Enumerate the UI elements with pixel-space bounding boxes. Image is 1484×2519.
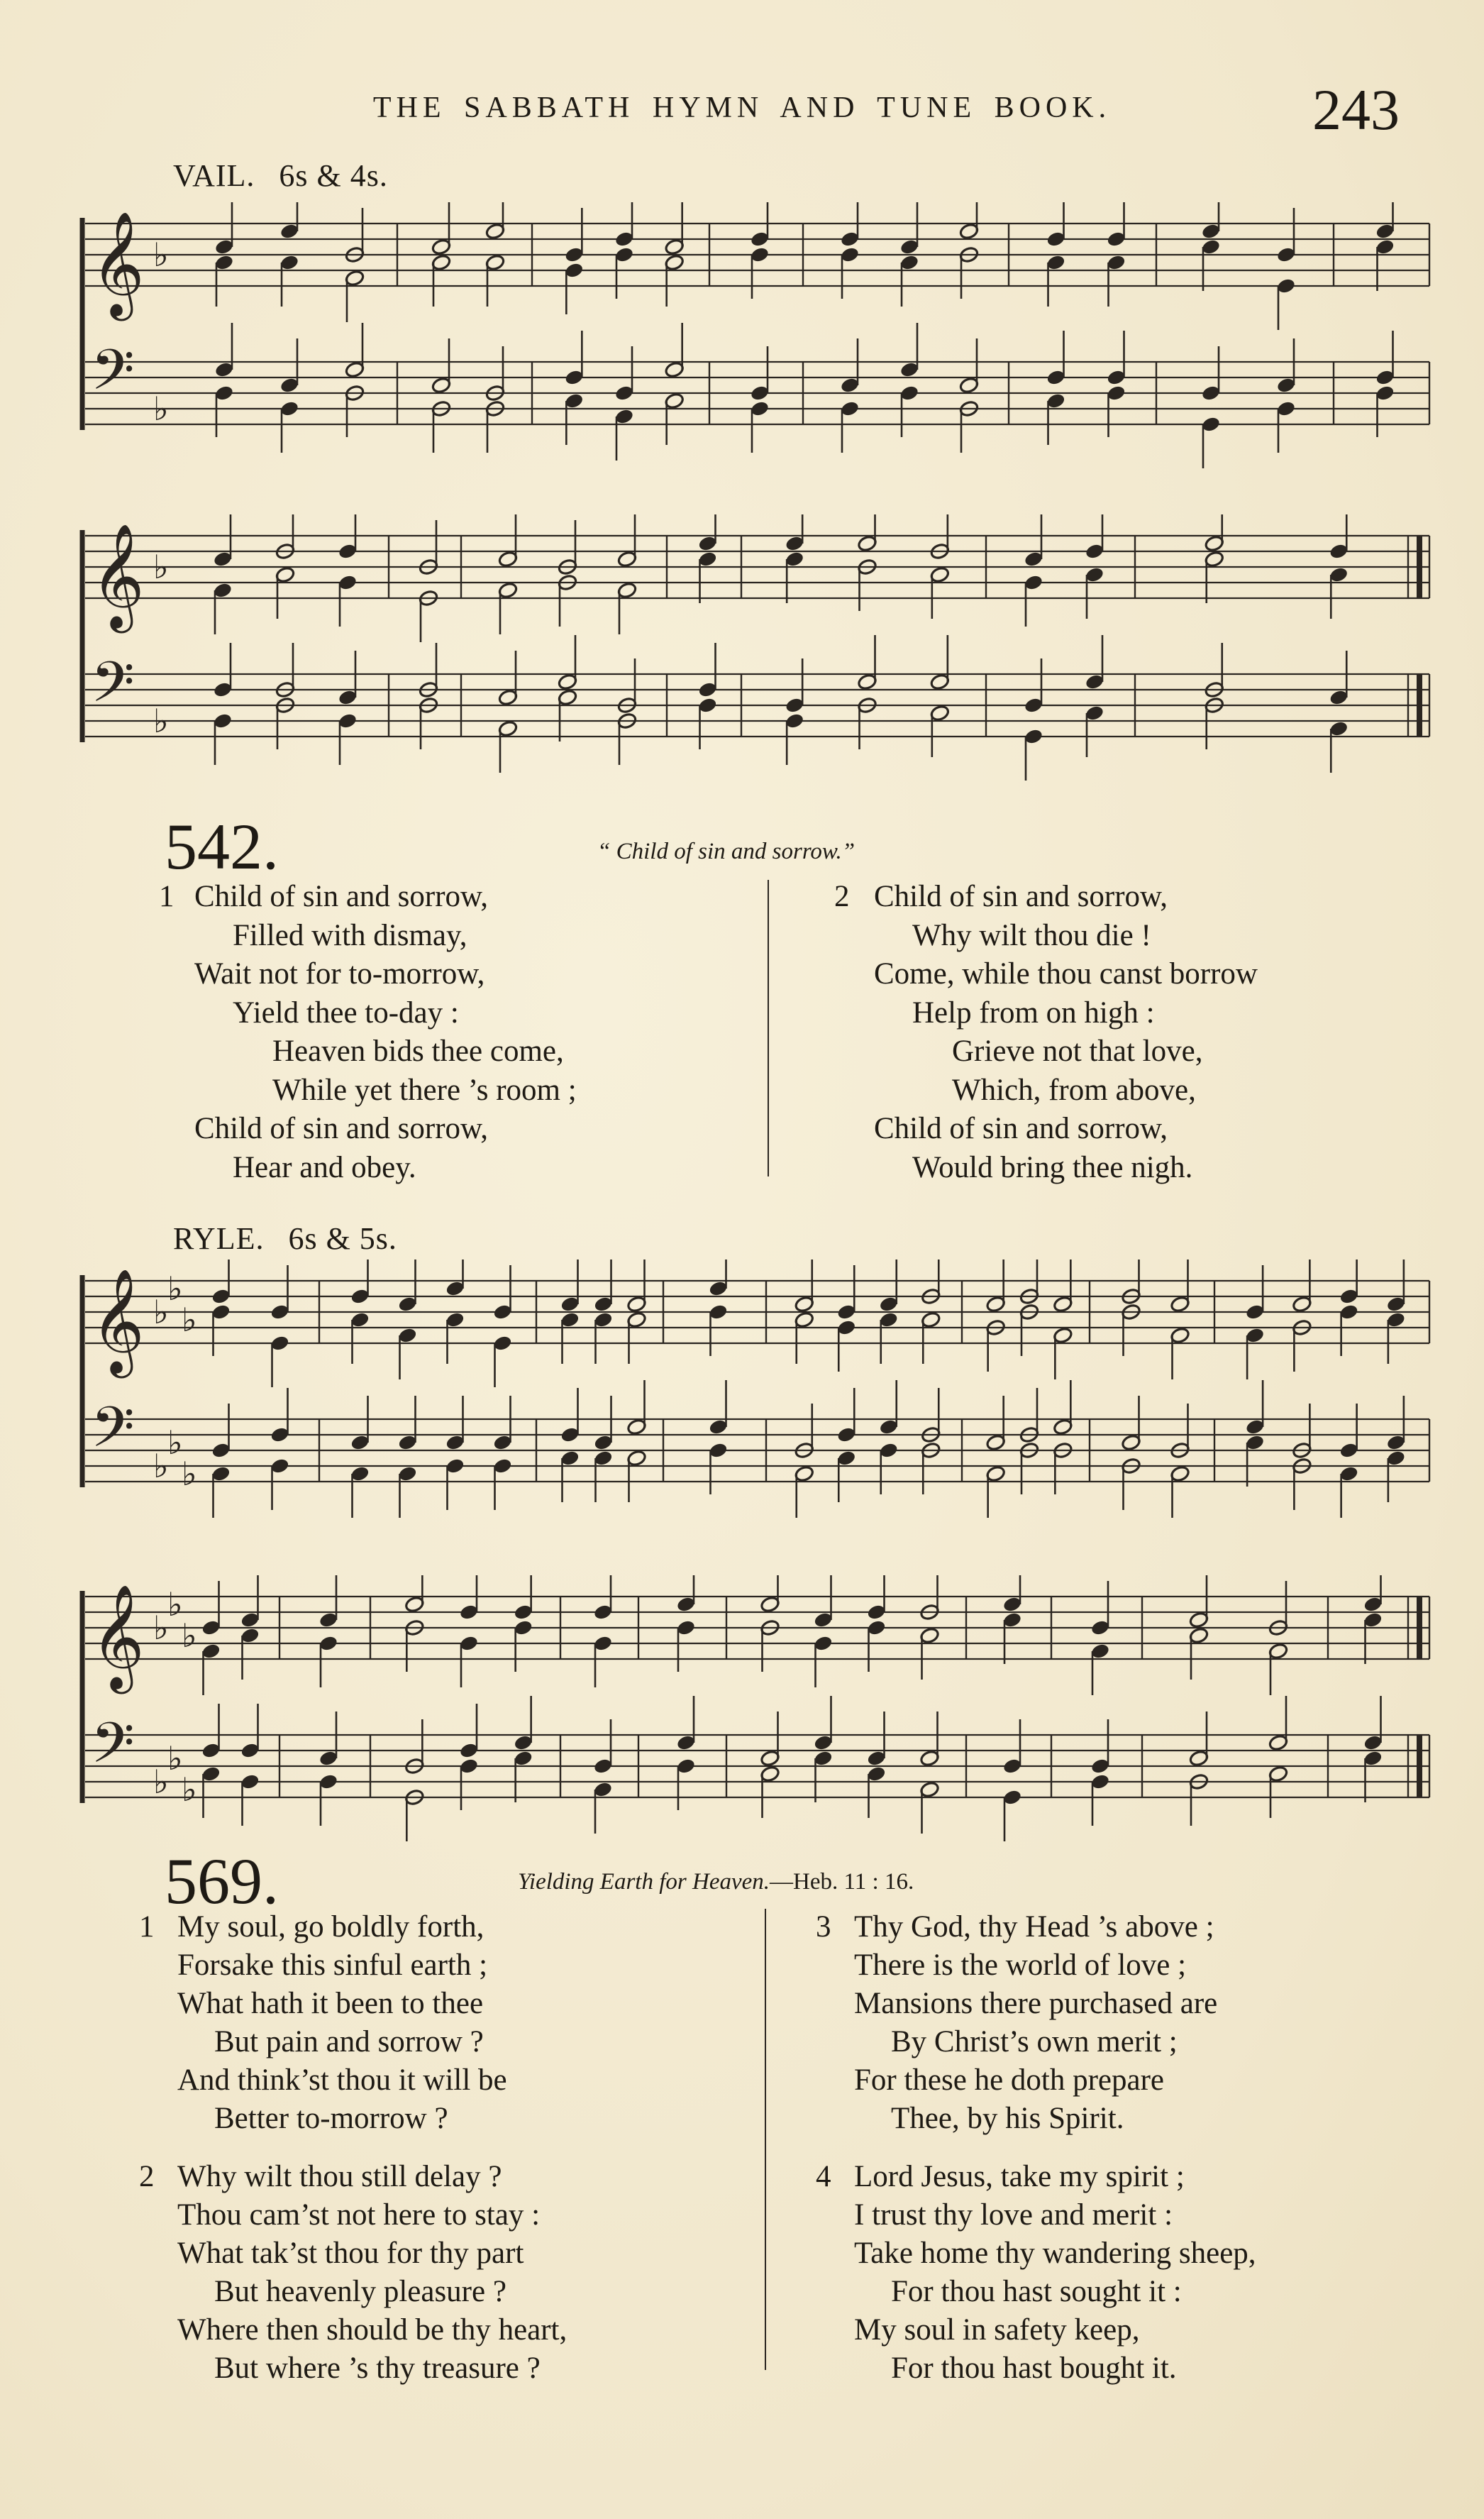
flat-icon: ♭ — [182, 1616, 197, 1655]
score-system-ryle-1 — [0, 1260, 1484, 1543]
verse-line: Thou cam’st not here to stay : — [177, 2198, 541, 2232]
verse-line: But where ’s thy treasure ? — [214, 2352, 541, 2385]
flat-icon: ♭ — [153, 1609, 169, 1647]
verse-line: Help from on high : — [912, 996, 1155, 1030]
flat-icon: ♭ — [153, 548, 169, 586]
treble-clef-icon: 𝄞 — [91, 211, 145, 316]
verse-line: I trust thy love and merit : — [854, 2198, 1173, 2232]
flat-icon: ♭ — [167, 1423, 183, 1462]
flat-icon: ♭ — [153, 236, 169, 274]
running-title: THE SABBATH HYMN AND TUNE BOOK. — [372, 92, 1112, 124]
verse-line: Lord Jesus, take my spirit ; — [854, 2160, 1185, 2193]
verse-line: And think’st thou it will be — [177, 2063, 507, 2097]
verse-line: Child of sin and sorrow, — [194, 880, 489, 913]
verse-line: Why wilt thou still delay ? — [177, 2160, 502, 2193]
stanza-number: 1 — [139, 1910, 155, 1944]
verse-line: Heaven bids thee come, — [272, 1035, 564, 1068]
bass-clef-icon: 𝄢 — [91, 649, 135, 729]
verse-line: For thou hast sought it : — [891, 2275, 1182, 2308]
column-divider — [768, 880, 769, 1176]
stanza-number: 2 — [139, 2160, 155, 2193]
flat-icon: ♭ — [153, 1763, 169, 1801]
verse-line: By Christ’s own merit ; — [891, 2025, 1178, 2058]
flat-icon: ♭ — [167, 1585, 183, 1624]
verse-line: But heavenly pleasure ? — [214, 2275, 506, 2308]
flat-icon: ♭ — [167, 1269, 183, 1308]
verse-line: Mansions there purchased are — [854, 1987, 1218, 2020]
verse-line: My soul in safety keep, — [854, 2313, 1140, 2347]
verse-line: Child of sin and sorrow, — [874, 1112, 1168, 1145]
tune-heading-vail — [173, 158, 388, 194]
column-divider — [765, 1909, 766, 2370]
stanza-number: 1 — [159, 880, 175, 913]
verse-line: There is the world of love ; — [854, 1948, 1187, 1982]
verse-line: Thy God, thy Head ’s above ; — [854, 1910, 1214, 1944]
verse-line: Forsake this sinful earth ; — [177, 1948, 488, 1982]
subtitle-reference: —Heb. 11 : 16. — [770, 1869, 914, 1895]
verse-line: Come, while thou canst borrow — [874, 957, 1258, 991]
score-system-vail-2 — [0, 514, 1484, 798]
subtitle-title: Yielding Earth for Heaven. — [518, 1869, 770, 1895]
verse-line: What tak’st thou for thy part — [177, 2237, 524, 2270]
flat-icon: ♭ — [167, 1739, 183, 1777]
verse-line: Why wilt thou die ! — [912, 918, 1151, 952]
verse-line: Would bring thee nigh. — [912, 1150, 1193, 1184]
verse-line: Better to-morrow ? — [214, 2102, 448, 2135]
flat-icon: ♭ — [153, 390, 169, 428]
verse-line: Yield thee to-day : — [233, 996, 459, 1030]
treble-clef-icon: 𝄞 — [91, 523, 145, 629]
verse-line: Thee, by his Spirit. — [891, 2102, 1124, 2135]
bass-clef-icon: 𝄢 — [91, 1394, 135, 1474]
verse-line: My soul, go boldly forth, — [177, 1910, 484, 1944]
verse-line: Child of sin and sorrow, — [874, 880, 1168, 913]
tune-meter: 6s & 5s. — [288, 1221, 397, 1256]
verse-line: For these he doth prepare — [854, 2063, 1165, 2097]
page-number: 243 — [1312, 77, 1400, 142]
verse-line: Hear and obey. — [233, 1150, 416, 1184]
verse-line: But pain and sorrow ? — [214, 2025, 484, 2058]
flat-icon: ♭ — [182, 1301, 197, 1339]
verse-line: Filled with dismay, — [233, 918, 467, 952]
verse-line: Which, from above, — [952, 1073, 1196, 1107]
verse-line: For thou hast bought it. — [891, 2352, 1177, 2385]
tune-heading-ryle — [173, 1220, 397, 1257]
bass-clef-icon: 𝄢 — [91, 337, 135, 417]
hymn-number-569: 569. — [165, 1845, 279, 1917]
tune-meter: 6s & 4s. — [279, 158, 388, 193]
tune-name: RYLE. — [173, 1221, 265, 1256]
bass-clef-icon: 𝄢 — [91, 1710, 135, 1790]
flat-icon: ♭ — [153, 1293, 169, 1331]
score-system-ryle-2 — [0, 1575, 1484, 1859]
verse-line: Grieve not that love, — [952, 1035, 1203, 1068]
flat-icon: ♭ — [182, 1455, 197, 1493]
flat-icon: ♭ — [182, 1770, 197, 1809]
verse-line: Where then should be thy heart, — [177, 2313, 567, 2347]
stanza-number: 2 — [834, 880, 850, 913]
tune-name: VAIL. — [173, 158, 255, 193]
treble-clef-icon: 𝄞 — [91, 1268, 145, 1374]
verse-line: Child of sin and sorrow, — [194, 1112, 489, 1145]
verse-line: What hath it been to thee — [177, 1987, 484, 2020]
hymn-number-542: 542. — [165, 810, 279, 883]
flat-icon: ♭ — [153, 702, 169, 740]
verse-line: Take home thy wandering sheep, — [854, 2237, 1256, 2270]
treble-clef-icon: 𝄞 — [91, 1584, 145, 1690]
score-system-vail-1 — [0, 202, 1484, 500]
verse-line: Wait not for to-morrow, — [194, 957, 485, 991]
stanza-number: 4 — [816, 2160, 831, 2193]
hymn-subtitle-542: “ Child of sin and sorrow.” — [597, 839, 855, 864]
stanza-number: 3 — [816, 1910, 831, 1944]
verse-line: While yet there ’s room ; — [272, 1073, 577, 1107]
hymn-subtitle-569 — [518, 1869, 914, 1895]
flat-icon: ♭ — [153, 1447, 169, 1485]
